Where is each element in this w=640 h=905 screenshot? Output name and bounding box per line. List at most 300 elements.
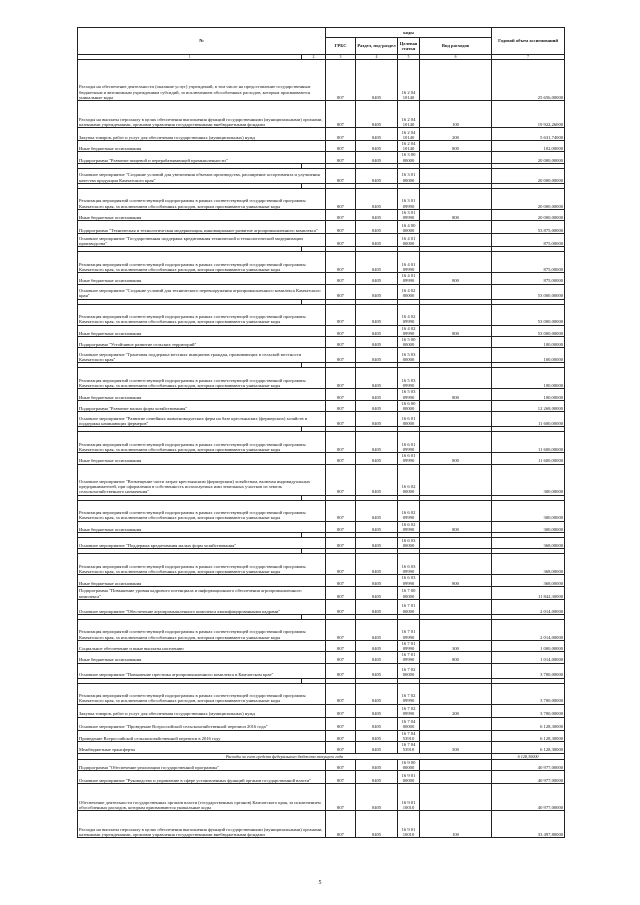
row-grbs: 807 [326, 453, 356, 464]
row-grbs: 807 [326, 811, 356, 838]
row-name: Проведение Всероссийской сельскохозяйственной переписи в 2016 году [78, 730, 326, 741]
row-expense-type: 100 [420, 101, 492, 128]
row-target: 16 5 03 09990 [398, 389, 420, 400]
row-target: 16 6 01 09990 [398, 432, 420, 453]
table-body [78, 60, 565, 838]
row-grbs: 807 [326, 599, 356, 614]
table-row [78, 273, 565, 284]
table-row [78, 348, 565, 363]
row-amount: 100,00000 [492, 368, 565, 389]
row-grbs: 807 [326, 348, 356, 363]
row-section: 0405 [356, 412, 398, 427]
table-row [78, 60, 565, 101]
table-row [78, 368, 565, 389]
table-row [78, 554, 565, 575]
row-section: 0405 [356, 252, 398, 273]
row-target: 16 7 04 00000 [398, 717, 420, 730]
row-name: Основное мероприятие "Государственная поддержка кредитования технической и технологической модернизации производства" [78, 234, 326, 247]
row-section: 0405 [356, 663, 398, 678]
row-expense-type [420, 168, 492, 183]
row-section: 0405 [356, 759, 398, 770]
row-name: Иные бюджетные ассигнования [78, 521, 326, 532]
row-expense-type [420, 619, 492, 640]
row-section: 0405 [356, 221, 398, 234]
row-amount: 20 000,00000 [492, 152, 565, 163]
row-name: Подпрограмма "Развитие пищевой и перерабатывающей промышленности" [78, 152, 326, 163]
row-name: Межбюджетные трансферты [78, 742, 326, 753]
row-section: 0405 [356, 538, 398, 549]
row-expense-type [420, 348, 492, 363]
row-name: Социальное обеспечение и иные выплаты населению [78, 640, 326, 651]
row-expense-type [420, 252, 492, 273]
row-grbs: 807 [326, 325, 356, 336]
table-row [78, 453, 565, 464]
row-amount: 100,00000 [492, 389, 565, 400]
row-expense-type: 300 [420, 640, 492, 651]
row-section: 0405 [356, 554, 398, 575]
row-name: Реализация мероприятий соответствующей подпрограммы в рамках соответствующей государственной программы Камчатского края, за исключением обособленных расходов, которым присваиваются уникальные коды [78, 252, 326, 273]
table-row [78, 575, 565, 586]
row-name: Иные бюджетные ассигнования [78, 209, 326, 220]
row-grbs: 807 [326, 500, 356, 521]
row-name: Подпрограмма "Устойчивое развитие сельских территорий" [78, 337, 326, 348]
row-section: 0405 [356, 141, 398, 152]
row-amount: 20 000,00000 [492, 209, 565, 220]
row-amount: 53 000,00000 [492, 325, 565, 336]
row-grbs: 807 [326, 586, 356, 599]
table-row [78, 717, 565, 730]
row-amount: 20 000,00000 [492, 188, 565, 209]
row-expense-type [420, 784, 492, 811]
row-expense-type: 100 [420, 811, 492, 838]
row-grbs: 807 [326, 128, 356, 141]
row-grbs: 807 [326, 101, 356, 128]
row-grbs: 807 [326, 521, 356, 532]
table-row [78, 586, 565, 599]
row-expense-type [420, 188, 492, 209]
row-section: 0405 [356, 188, 398, 209]
row-expense-type [420, 60, 492, 101]
table-row [78, 101, 565, 128]
row-amount: 3 700,00000 [492, 663, 565, 678]
table-row [78, 432, 565, 453]
row-section: 0405 [356, 128, 398, 141]
row-grbs: 807 [326, 152, 356, 163]
row-name: Подпрограмма "Техническая и технологическая модернизация, инновационное развитие агропромышленного комплекса" [78, 221, 326, 234]
row-target: 16 6 02 09990 [398, 500, 420, 521]
row-expense-type [420, 152, 492, 163]
row-target: 16 4 01 09990 [398, 252, 420, 273]
row-amount: 40 977,00000 [492, 784, 565, 811]
row-section: 0405 [356, 811, 398, 838]
header-section: Раздел, под-раздел [356, 38, 398, 55]
row-grbs: 807 [326, 683, 356, 704]
row-grbs: 807 [326, 273, 356, 284]
row-section: 0405 [356, 652, 398, 663]
table-row [78, 400, 565, 411]
row-section: 0405 [356, 389, 398, 400]
column-index: 7 [492, 55, 565, 60]
row-target: 16 6 01 00000 [398, 412, 420, 427]
row-section: 0405 [356, 168, 398, 183]
row-amount: 300,00000 [492, 500, 565, 521]
table-row [78, 325, 565, 336]
table-row [78, 337, 565, 348]
row-name: Основное мероприятие "Грантовая поддержка местных инициатив граждан, проживающих в сельской местности Камчатского края" [78, 348, 326, 363]
row-name: Закупка товаров, работ и услуг для обеспечения государственных (муниципальных) нужд [78, 704, 326, 717]
row-amount: 11 842,30000 [492, 586, 565, 599]
row-expense-type [420, 432, 492, 453]
row-expense-type: 800 [420, 141, 492, 152]
row-expense-type: 200 [420, 128, 492, 141]
row-expense-type [420, 464, 492, 495]
budget-table [77, 27, 565, 838]
row-name: Реализация мероприятий соответствующей подпрограммы в рамках соответствующей государственной программы Камчатского края, за исключением обособленных расходов, которым присваиваются уникальные коды [78, 554, 326, 575]
row-section: 0405 [356, 432, 398, 453]
row-amount: 40 977,00000 [492, 771, 565, 784]
row-amount: 1 014,00000 [492, 652, 565, 663]
row-expense-type [420, 663, 492, 678]
table-row [78, 141, 565, 152]
table-row [78, 389, 565, 400]
row-amount: 368,00000 [492, 575, 565, 586]
row-target: 16 3 01 00000 [398, 168, 420, 183]
table-row [78, 304, 565, 325]
row-name: Иные бюджетные ассигнования [78, 389, 326, 400]
row-section: 0405 [356, 619, 398, 640]
row-name: Реализация мероприятий соответствующей подпрограммы в рамках соответствующей государственной программы Камчатского края, за исключением обособленных расходов, которым присваиваются уникальные коды [78, 619, 326, 640]
row-target: 16 9 00 00000 [398, 759, 420, 770]
table-row [78, 759, 565, 770]
row-target: 16 2 04 10140 [398, 141, 420, 152]
row-expense-type [420, 400, 492, 411]
row-name: Основное мероприятие "Повышение престижа агропромышленного комплекса в Камчатском крае" [78, 663, 326, 678]
row-name: Основное мероприятие "Создание условий для увеличения объемов производства, расширение ассортимента и улучшения качества продукции Камчатского края" [78, 168, 326, 183]
row-target: 16 9 01 10010 [398, 784, 420, 811]
row-section: 0405 [356, 500, 398, 521]
row-target: 16 6 03 09990 [398, 554, 420, 575]
row-section: 0405 [356, 304, 398, 325]
row-grbs: 807 [326, 60, 356, 101]
row-amount: 300,00000 [492, 521, 565, 532]
row-section: 0405 [356, 683, 398, 704]
row-grbs: 807 [326, 771, 356, 784]
row-expense-type [420, 337, 492, 348]
row-section: 0405 [356, 400, 398, 411]
table-row [78, 252, 565, 273]
row-target: 16 7 02 09990 [398, 683, 420, 704]
row-section: 0405 [356, 784, 398, 811]
row-section: 0405 [356, 640, 398, 651]
row-expense-type [420, 412, 492, 427]
row-name: Иные бюджетные ассигнования [78, 325, 326, 336]
row-amount: 53 875,00000 [492, 221, 565, 234]
row-expense-type [420, 538, 492, 549]
row-target: 16 3 01 09990 [398, 209, 420, 220]
row-amount: 6 128,30000 [492, 742, 565, 753]
note-amount: 6 128,30000 [492, 753, 565, 759]
row-target: 16 7 04 53910 [398, 742, 420, 753]
row-amount: 368,00000 [492, 538, 565, 549]
row-section: 0405 [356, 521, 398, 532]
row-target: 16 5 00 00000 [398, 337, 420, 348]
row-name: Основное мероприятие "Руководство и управление в сфере установленных функций органов государственной власти" [78, 771, 326, 784]
row-name: Реализация мероприятий соответствующей подпрограммы в рамках соответствующей государственной программы Камчатского края, за исключением обособленных расходов, которым присваиваются уникальные коды [78, 304, 326, 325]
row-expense-type [420, 304, 492, 325]
row-target: 16 7 01 09990 [398, 619, 420, 640]
budget-table-sheet [77, 27, 564, 838]
row-target: 16 6 03 00000 [398, 538, 420, 549]
row-target: 16 4 02 09990 [398, 304, 420, 325]
row-amount: 25 656,00000 [492, 60, 565, 101]
table-row [78, 168, 565, 183]
row-section: 0405 [356, 325, 398, 336]
row-name: Иные бюджетные ассигнования [78, 453, 326, 464]
row-target: 16 5 03 09990 [398, 368, 420, 389]
row-section: 0405 [356, 152, 398, 163]
row-grbs: 807 [326, 168, 356, 183]
row-grbs: 807 [326, 730, 356, 741]
column-index: 5 [398, 55, 420, 60]
table-row [78, 619, 565, 640]
row-section: 0405 [356, 771, 398, 784]
row-amount: 100,00000 [492, 348, 565, 363]
row-grbs: 807 [326, 400, 356, 411]
row-target: 16 7 02 09990 [398, 704, 420, 717]
row-grbs: 807 [326, 284, 356, 299]
row-name: Иные бюджетные ассигнования [78, 652, 326, 663]
row-section: 0405 [356, 464, 398, 495]
row-section: 0405 [356, 717, 398, 730]
table-row [78, 538, 565, 549]
header-grbs: ГРБС [326, 38, 356, 55]
row-amount: 3 700,00000 [492, 683, 565, 704]
row-section: 0405 [356, 273, 398, 284]
row-target: 16 4 02 09990 [398, 325, 420, 336]
row-amount: 12 268,00000 [492, 400, 565, 411]
row-name: Основное мероприятие "Создание условий для технического перевооружения агропромышленного комплекса Камчатского края" [78, 284, 326, 299]
row-amount: 1 000,00000 [492, 640, 565, 651]
table-row [78, 730, 565, 741]
row-expense-type [420, 234, 492, 247]
row-amount: 53 000,00000 [492, 304, 565, 325]
row-amount: 100,00000 [492, 337, 565, 348]
row-expense-type: 800 [420, 652, 492, 663]
row-amount: 875,00000 [492, 252, 565, 273]
table-row [78, 234, 565, 247]
table-row [78, 500, 565, 521]
row-target: 16 4 00 00000 [398, 221, 420, 234]
table-row [78, 771, 565, 784]
row-grbs: 807 [326, 717, 356, 730]
column-index: 3 [326, 55, 356, 60]
row-name: Иные бюджетные ассигнования [78, 141, 326, 152]
row-target: 16 3 00 00000 [398, 152, 420, 163]
row-name: Реализация мероприятий соответствующей подпрограммы в рамках соответствующей государственной программы Камчатского края, за исключением обособленных расходов, которым присваиваются уникальные коды [78, 432, 326, 453]
row-expense-type [420, 284, 492, 299]
row-target: 16 6 03 09990 [398, 575, 420, 586]
header-codes: коды [326, 28, 492, 38]
row-target: 16 7 01 09990 [398, 652, 420, 663]
row-expense-type [420, 683, 492, 704]
row-expense-type: 800 [420, 325, 492, 336]
row-name: Реализация мероприятий соответствующей подпрограммы в рамках соответствующей государственной программы Камчатского края, за исключением обособленных расходов, которым присваиваются уникальные коды [78, 683, 326, 704]
row-name: Основное мероприятие "Развитие семейных животноводческих ферм на базе крестьянских (фермерских) хозяйств и поддержка начинающих фермеров" [78, 412, 326, 427]
row-expense-type: 200 [420, 704, 492, 717]
row-expense-type [420, 500, 492, 521]
table-row [78, 683, 565, 704]
row-section: 0405 [356, 337, 398, 348]
row-target: 16 7 02 00000 [398, 663, 420, 678]
row-section: 0405 [356, 368, 398, 389]
row-target: 16 3 01 09990 [398, 188, 420, 209]
row-target: 16 9 01 10010 [398, 811, 420, 838]
page-number: 5 [318, 880, 322, 886]
row-expense-type [420, 586, 492, 599]
row-target: 16 6 02 09990 [398, 521, 420, 532]
row-target: 16 2 04 10140 [398, 60, 420, 101]
row-amount: 2 014,00000 [492, 599, 565, 614]
row-section: 0405 [356, 742, 398, 753]
row-section: 0405 [356, 453, 398, 464]
row-grbs: 807 [326, 784, 356, 811]
row-expense-type [420, 599, 492, 614]
table-row [78, 221, 565, 234]
row-target: 16 6 01 09990 [398, 453, 420, 464]
table-row [78, 521, 565, 532]
row-target: 16 9 01 00000 [398, 771, 420, 784]
row-target: 16 4 01 09990 [398, 273, 420, 284]
row-expense-type [420, 221, 492, 234]
row-amount: 33 497,80000 [492, 811, 565, 838]
row-grbs: 807 [326, 209, 356, 220]
row-grbs: 807 [326, 538, 356, 549]
row-target: 16 4 02 00000 [398, 284, 420, 299]
row-grbs: 807 [326, 234, 356, 247]
row-name: Основное мероприятие "Возмещение части затрат крестьянским (фермерским) хозяйствам, включая индивидуальных предпринимателей, при оформлении в собственность используемых ими земельных участков из земель сельскохозяйственного назначения" [78, 464, 326, 495]
row-grbs: 807 [326, 663, 356, 678]
row-expense-type: 800 [420, 453, 492, 464]
row-name: Иные бюджетные ассигнования [78, 575, 326, 586]
table-row [78, 128, 565, 141]
row-target: 16 7 01 09990 [398, 640, 420, 651]
row-grbs: 807 [326, 304, 356, 325]
row-target: 16 5 03 00000 [398, 348, 420, 363]
row-grbs: 807 [326, 619, 356, 640]
row-expense-type [420, 759, 492, 770]
row-name: Иные бюджетные ассигнования [78, 273, 326, 284]
column-index: 4 [356, 55, 398, 60]
row-amount: 368,00000 [492, 554, 565, 575]
row-expense-type: 800 [420, 209, 492, 220]
header-number: № [78, 28, 326, 55]
row-expense-type: 800 [420, 273, 492, 284]
table-row [78, 704, 565, 717]
row-expense-type: 800 [420, 575, 492, 586]
row-amount: 6 128,30000 [492, 717, 565, 730]
table-row [78, 784, 565, 811]
row-name: Реализация мероприятий соответствующей подпрограммы в рамках соответствующей государственной программы Камчатского края, за исключением обособленных расходов, которым присваиваются уникальные коды [78, 188, 326, 209]
table-row [78, 188, 565, 209]
row-expense-type: 800 [420, 521, 492, 532]
row-amount: 102,00000 [492, 141, 565, 152]
row-section: 0405 [356, 284, 398, 299]
row-grbs: 807 [326, 640, 356, 651]
row-amount: 5 631,74000 [492, 128, 565, 141]
table-row [78, 663, 565, 678]
row-target: 16 2 04 10140 [398, 101, 420, 128]
row-expense-type [420, 368, 492, 389]
row-grbs: 807 [326, 575, 356, 586]
row-section: 0405 [356, 599, 398, 614]
table-row [78, 152, 565, 163]
row-grbs: 807 [326, 554, 356, 575]
table-row [78, 811, 565, 838]
row-amount: 300,00000 [492, 464, 565, 495]
row-grbs: 807 [326, 464, 356, 495]
row-grbs: 807 [326, 759, 356, 770]
row-amount: 11 600,00000 [492, 453, 565, 464]
row-target: 16 7 00 00000 [398, 586, 420, 599]
row-amount: 875,00000 [492, 234, 565, 247]
table-row [78, 640, 565, 651]
row-amount: 11 600,00000 [492, 412, 565, 427]
row-target: 16 7 01 00000 [398, 599, 420, 614]
table-row [78, 284, 565, 299]
column-index: 1 [78, 55, 302, 60]
row-target: 16 6 00 00000 [398, 400, 420, 411]
table-row [78, 652, 565, 663]
row-amount: 3 700,00000 [492, 704, 565, 717]
row-amount: 19 922,26000 [492, 101, 565, 128]
row-grbs: 807 [326, 337, 356, 348]
row-expense-type [420, 730, 492, 741]
row-grbs: 807 [326, 432, 356, 453]
row-section: 0405 [356, 234, 398, 247]
table-row [78, 209, 565, 220]
row-grbs: 807 [326, 252, 356, 273]
header-target: Целевая статья [398, 38, 420, 55]
row-expense-type [420, 771, 492, 784]
row-amount: 53 000,00000 [492, 284, 565, 299]
row-name: Основное мероприятие "Проведение Всероссийской сельскохозяйственной переписи 2016 года" [78, 717, 326, 730]
row-name: Реализация мероприятий соответствующей подпрограммы в рамках соответствующей государственной программы Камчатского края, за исключением обособленных расходов, которым присваиваются уникальные коды [78, 368, 326, 389]
row-grbs: 807 [326, 368, 356, 389]
row-grbs: 807 [326, 704, 356, 717]
row-target: 16 6 02 00000 [398, 464, 420, 495]
row-grbs: 807 [326, 389, 356, 400]
row-amount: 2 014,00000 [492, 619, 565, 640]
row-name: Расходы на выплаты персоналу в целях обеспечения выполнения функций государственными (муниципальными) органами, казенными учреждениями, органами управления государственными внебюджетными фондами [78, 811, 326, 838]
table-row [78, 464, 565, 495]
row-target: 16 7 04 53910 [398, 730, 420, 741]
table-row [78, 599, 565, 614]
table-row [78, 742, 565, 753]
row-expense-type [420, 717, 492, 730]
row-section: 0405 [356, 730, 398, 741]
row-grbs: 807 [326, 141, 356, 152]
row-target: 16 2 04 10140 [398, 128, 420, 141]
row-name: Расходы на обеспечение деятельности (оказание услуг) учреждений, в том числе на предоставление государственным бюджетным и автономным учреждениям субсидий, за исключением обособленных расходов, которым присваиваются уникальные коды [78, 60, 326, 101]
row-expense-type: 500 [420, 742, 492, 753]
row-name: Подпрограмма "Повышение уровня кадрового потенциала и информационного обеспечения агропромышленного комплекса" [78, 586, 326, 599]
column-index: 6 [420, 55, 492, 60]
header-expense-type: Вид расходов [420, 38, 492, 55]
row-amount: 875,00000 [492, 273, 565, 284]
row-amount: 6 128,30000 [492, 730, 565, 741]
row-amount: 11 600,00000 [492, 432, 565, 453]
column-index: 2 [302, 55, 326, 60]
